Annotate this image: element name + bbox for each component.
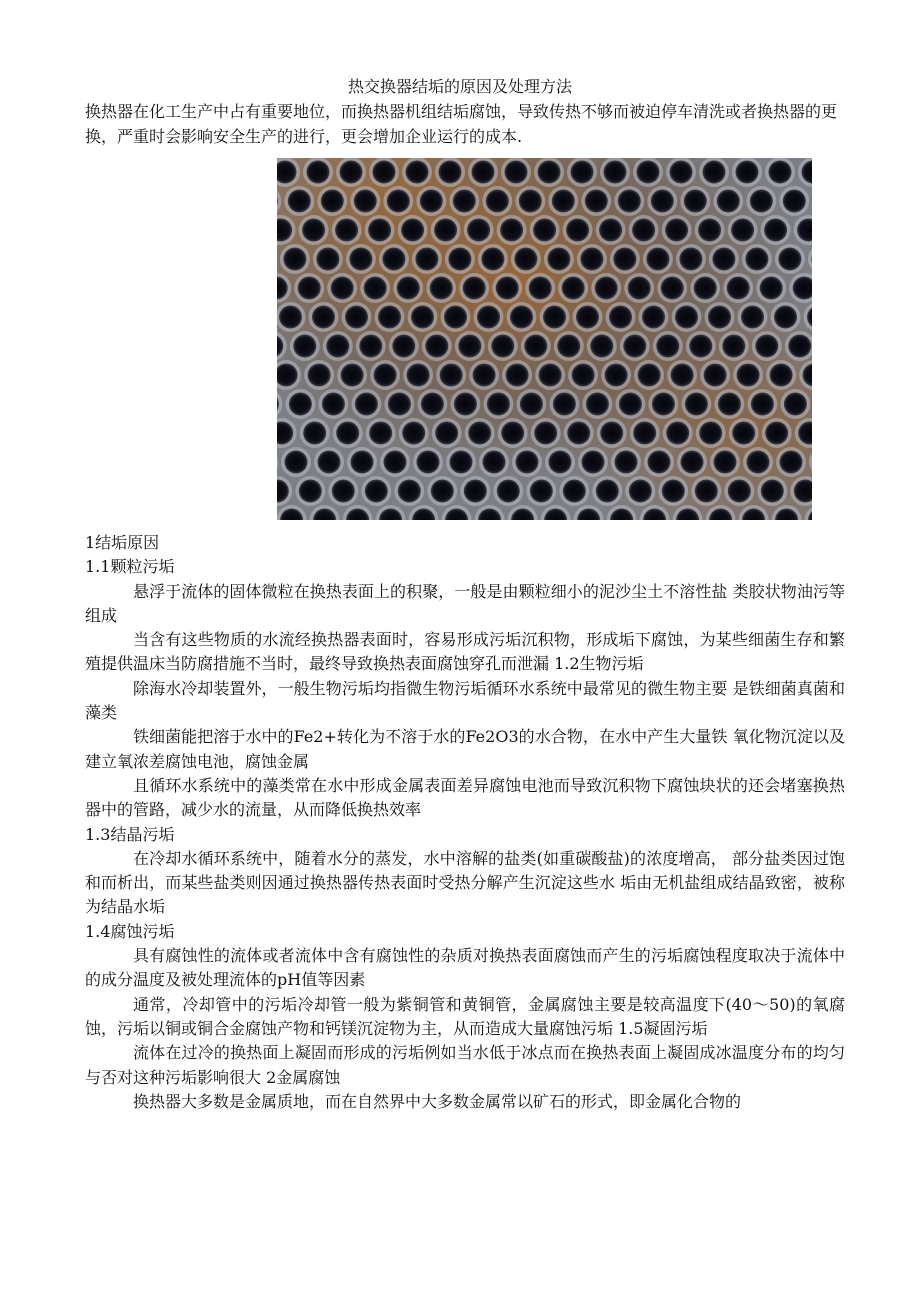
tube-hole <box>600 422 623 445</box>
tube-hole <box>712 248 735 271</box>
paragraph: 除海水冷却装置外，一般生物污垢均指微生物污垢循环水系统中最常见的微生物主要 是铁细菌真菌和藻类 <box>85 678 845 723</box>
tube-hole <box>543 306 566 329</box>
tube-hole <box>421 393 444 416</box>
tube-hole <box>553 393 576 416</box>
tube-hole <box>661 277 684 300</box>
tube-hole <box>604 161 627 184</box>
tube-hole <box>582 451 605 474</box>
tube-hole <box>355 393 378 416</box>
tube-hole <box>681 451 704 474</box>
tube-hole <box>373 161 396 184</box>
tube-hole <box>285 451 308 474</box>
tube-hole <box>679 248 702 271</box>
tube-hole <box>468 422 491 445</box>
tube-hole <box>283 248 306 271</box>
tube-hole <box>448 248 471 271</box>
tube-hole <box>580 248 603 271</box>
tube-hole <box>533 219 556 242</box>
tube-hole <box>335 219 358 242</box>
tube-hole <box>497 480 520 503</box>
tube-hole <box>760 277 783 300</box>
tube-hole <box>675 306 698 329</box>
tube-hole <box>671 364 694 387</box>
tube-hole <box>425 335 448 358</box>
tube-hole <box>586 393 609 416</box>
tube-hole <box>717 190 740 213</box>
tube-hole <box>401 219 424 242</box>
tube-hole <box>529 277 552 300</box>
tube-hole <box>417 451 440 474</box>
tube-hole <box>652 393 675 416</box>
tube-hole <box>501 422 524 445</box>
tube-hole <box>369 422 392 445</box>
tube-hole <box>751 393 774 416</box>
tube-hole <box>298 277 321 300</box>
tube-hole <box>382 248 405 271</box>
tube-hole <box>698 219 721 242</box>
tube-hole <box>486 190 509 213</box>
tube-hole <box>407 364 430 387</box>
paragraph: 在冷却水循环系统中，随着水分的蒸发，水中溶解的盐类(如重碳酸盐)的浓度增高， 部分盐类因过饱和而析出，而某些盐类则因通过换热器传热表面时受热分解产生沉淀这些水 垢由无机盐组成结晶致密，被称为结晶水垢 <box>85 848 845 917</box>
tube-hole <box>514 248 537 271</box>
tube-hole <box>633 422 656 445</box>
subsection-heading: 1.4腐蚀污垢 <box>85 921 175 941</box>
tube-hole <box>718 393 741 416</box>
tube-hole <box>359 335 382 358</box>
paragraph: 换热器大多数是金属质地，而在自然界中大多数金属常以矿石的形式，即金属化合物的 <box>133 1091 742 1111</box>
tube-hole <box>765 422 788 445</box>
tube-hole <box>637 161 660 184</box>
tube-hole <box>454 393 477 416</box>
paragraph: 通常，冷却管中的污垢冷却管一般为紫铜管和黄铜管，金属腐蚀主要是较高温度下(40〜50)的氧腐蚀，污垢以铜或铜合金腐蚀产物和钙镁沉淀物为主，从而造成大量腐蚀污垢 1.5凝固污垢 <box>85 994 845 1038</box>
tube-hole <box>623 335 646 358</box>
tube-hole <box>590 335 613 358</box>
tube-hole <box>595 277 618 300</box>
tube-hole <box>458 335 481 358</box>
tube-hole <box>307 161 330 184</box>
tube-hole <box>483 451 506 474</box>
tube-hole <box>629 480 652 503</box>
tube-hole <box>388 393 411 416</box>
tube-hole <box>685 393 708 416</box>
tube-hole <box>741 306 764 329</box>
tube-hole <box>750 190 773 213</box>
tube-hole <box>689 335 712 358</box>
tube-hole <box>473 364 496 387</box>
tube-hole <box>477 306 500 329</box>
tube-hole <box>431 480 454 503</box>
tube-hole <box>552 190 575 213</box>
paragraph: 当含有这些物质的水流经换热器表面时，容易形成污垢沉积物，形成垢下腐蚀，为某些细菌生存和繁殖提供温床当防腐措施不当时，最终导致换热表面腐蚀穿孔而泄漏 1.2生物污垢 <box>85 630 845 674</box>
tube-hole <box>665 219 688 242</box>
tube-hole <box>345 306 368 329</box>
tube-hole <box>732 422 755 445</box>
tube-hole <box>684 190 707 213</box>
tube-hole <box>618 190 641 213</box>
tube-hole <box>547 248 570 271</box>
tube-hole <box>491 335 514 358</box>
tube-hole <box>481 248 504 271</box>
tube-hole <box>596 480 619 503</box>
tube-hole <box>510 306 533 329</box>
tube-hole <box>572 364 595 387</box>
tube-hole <box>566 219 589 242</box>
tube-hole <box>778 248 801 271</box>
tube-hole <box>368 219 391 242</box>
tube-hole <box>374 364 397 387</box>
tube-hole <box>728 480 751 503</box>
paragraph: 铁细菌能把溶于水中的Fe2+转化为不溶于水的Fe2O3的水合物，在水中产生大量铁 氧化物沉淀以及建立氧浓差腐蚀电池，腐蚀金属 <box>85 727 845 771</box>
tube-hole <box>704 364 727 387</box>
tube-hole <box>336 422 359 445</box>
tube-hole <box>293 335 316 358</box>
tube-hole <box>397 277 420 300</box>
tube-hole <box>321 190 344 213</box>
tube-hole <box>464 480 487 503</box>
tube-hole <box>783 190 806 213</box>
tube-hole <box>648 451 671 474</box>
tube-hole <box>420 190 443 213</box>
tube-hole <box>435 422 458 445</box>
tube-hole <box>351 451 374 474</box>
tube-hole <box>562 277 585 300</box>
tube-hole <box>279 306 302 329</box>
tube-hole <box>780 451 803 474</box>
tube-hole <box>642 306 665 329</box>
tube-hole <box>722 335 745 358</box>
tube-hole <box>599 219 622 242</box>
tube-hole <box>308 364 331 387</box>
tube-hole <box>605 364 628 387</box>
tube-hole <box>487 393 510 416</box>
tube-hole <box>694 277 717 300</box>
tube-hole <box>727 277 750 300</box>
tube-hole <box>341 364 364 387</box>
tube-hole <box>411 306 434 329</box>
tube-hole <box>434 219 457 242</box>
tube-hole <box>440 364 463 387</box>
tube-hole <box>318 451 341 474</box>
tube-hole <box>302 219 325 242</box>
tube-hole <box>365 480 388 503</box>
tube-hole <box>402 422 425 445</box>
tube-hole <box>656 335 679 358</box>
tube-hole <box>585 190 608 213</box>
tube-hole <box>340 161 363 184</box>
tube-hole <box>467 219 490 242</box>
tube-hole <box>563 480 586 503</box>
tube-hole <box>387 190 410 213</box>
subsection-heading: 1.3结晶污垢 <box>85 824 175 844</box>
paragraph: 具有腐蚀性的流体或者流体中含有腐蚀性的杂质对换热表面腐蚀而产生的污垢腐蚀程度取决于流体中的成分温度及被处理流体的pH值等因素 <box>85 946 845 990</box>
tube-hole <box>322 393 345 416</box>
tube-hole <box>299 480 322 503</box>
tube-hole <box>415 248 438 271</box>
tube-hole <box>557 335 580 358</box>
tube-hole <box>613 248 636 271</box>
tube-hole <box>463 277 486 300</box>
tube-hole <box>774 306 797 329</box>
tube-hole <box>708 306 731 329</box>
tube-hole <box>516 451 539 474</box>
tube-hole <box>303 422 326 445</box>
tube-hole <box>666 422 689 445</box>
tube-hole <box>519 190 542 213</box>
tube-hole <box>506 364 529 387</box>
section-heading: 1结垢原因 <box>85 533 160 552</box>
tube-hole <box>571 161 594 184</box>
tube-hole <box>714 451 737 474</box>
tube-hole <box>646 248 669 271</box>
tube-hole <box>539 364 562 387</box>
tube-hole <box>695 480 718 503</box>
tube-hole <box>736 161 759 184</box>
tube-hole <box>731 219 754 242</box>
tube-hole <box>520 393 543 416</box>
tube-hole <box>430 277 453 300</box>
paragraph: 流体在过冷的换热面上凝固而形成的污垢例如当水低于冰点而在换热表面上凝固成冰温度分布的均匀与否对这种污垢影响很大 2金属腐蚀 <box>85 1043 845 1087</box>
tube-hole <box>364 277 387 300</box>
tube-hole <box>755 335 778 358</box>
subsection-heading: 1.1颗粒污垢 <box>85 557 175 577</box>
tube-hole <box>788 335 811 358</box>
tube-hole <box>349 248 372 271</box>
tube-hole <box>439 161 462 184</box>
tube-hole <box>331 277 354 300</box>
tube-hole <box>761 480 784 503</box>
tube-hole <box>398 480 421 503</box>
tube-hole <box>332 480 355 503</box>
tube-hole <box>312 306 335 329</box>
tube-hole <box>289 393 312 416</box>
tube-hole <box>770 364 793 387</box>
tube-hole <box>450 451 473 474</box>
tube-hole <box>316 248 339 271</box>
tube-hole <box>784 393 807 416</box>
tube-hole <box>472 161 495 184</box>
tube-hole <box>288 190 311 213</box>
tube-hole <box>662 480 685 503</box>
document-body <box>85 531 845 1114</box>
paragraph: 悬浮于流体的固体微粒在换热表面上的积聚，一般是由颗粒细小的泥沙尘土不溶性盐 类胶状物油污等组成 <box>85 581 845 625</box>
tube-hole <box>745 248 768 271</box>
tube-hole <box>628 277 651 300</box>
tube-hole <box>406 161 429 184</box>
tube-hole <box>530 480 553 503</box>
tube-hole <box>538 161 561 184</box>
tube-hole <box>619 393 642 416</box>
tube-hole <box>384 451 407 474</box>
tube-hole <box>769 161 792 184</box>
tube-hole <box>524 335 547 358</box>
tube-hole <box>615 451 638 474</box>
tube-hole <box>500 219 523 242</box>
intro-paragraph: 换热器在化工生产中占有重要地位，而换热器机组结垢腐蚀，导致传热不够而被迫停车清洗或者换热器的更换，严重时会影响安全生产的进行，更会增加企业运行的成本. <box>85 102 838 146</box>
tube-hole <box>326 335 349 358</box>
tube-hole <box>576 306 599 329</box>
tube-hole <box>609 306 632 329</box>
tube-hole <box>764 219 787 242</box>
tube-hole <box>632 219 655 242</box>
tube-hole <box>453 190 476 213</box>
tube-hole <box>703 161 726 184</box>
tube-hole <box>699 422 722 445</box>
tube-hole <box>378 306 401 329</box>
heat-exchanger-tube-sheet-photo <box>277 158 812 520</box>
tube-hole <box>747 451 770 474</box>
tube-hole <box>549 451 572 474</box>
tube-hole <box>670 161 693 184</box>
paragraph: 且循环水系统中的藻类常在水中形成金属表面差异腐蚀电池而导致沉积物下腐蚀块状的还会堵塞换热器中的管路，减少水的流量，从而降低换热效率 <box>85 775 845 820</box>
tube-hole <box>496 277 519 300</box>
tube-hole <box>737 364 760 387</box>
tube-hole <box>354 190 377 213</box>
document-title: 热交换器结垢的原因及处理方法 <box>347 77 572 96</box>
tube-hole <box>392 335 415 358</box>
tube-hole <box>505 161 528 184</box>
tube-hole <box>651 190 674 213</box>
tube-hole <box>444 306 467 329</box>
tube-hole <box>534 422 557 445</box>
tube-hole <box>638 364 661 387</box>
tube-hole <box>567 422 590 445</box>
